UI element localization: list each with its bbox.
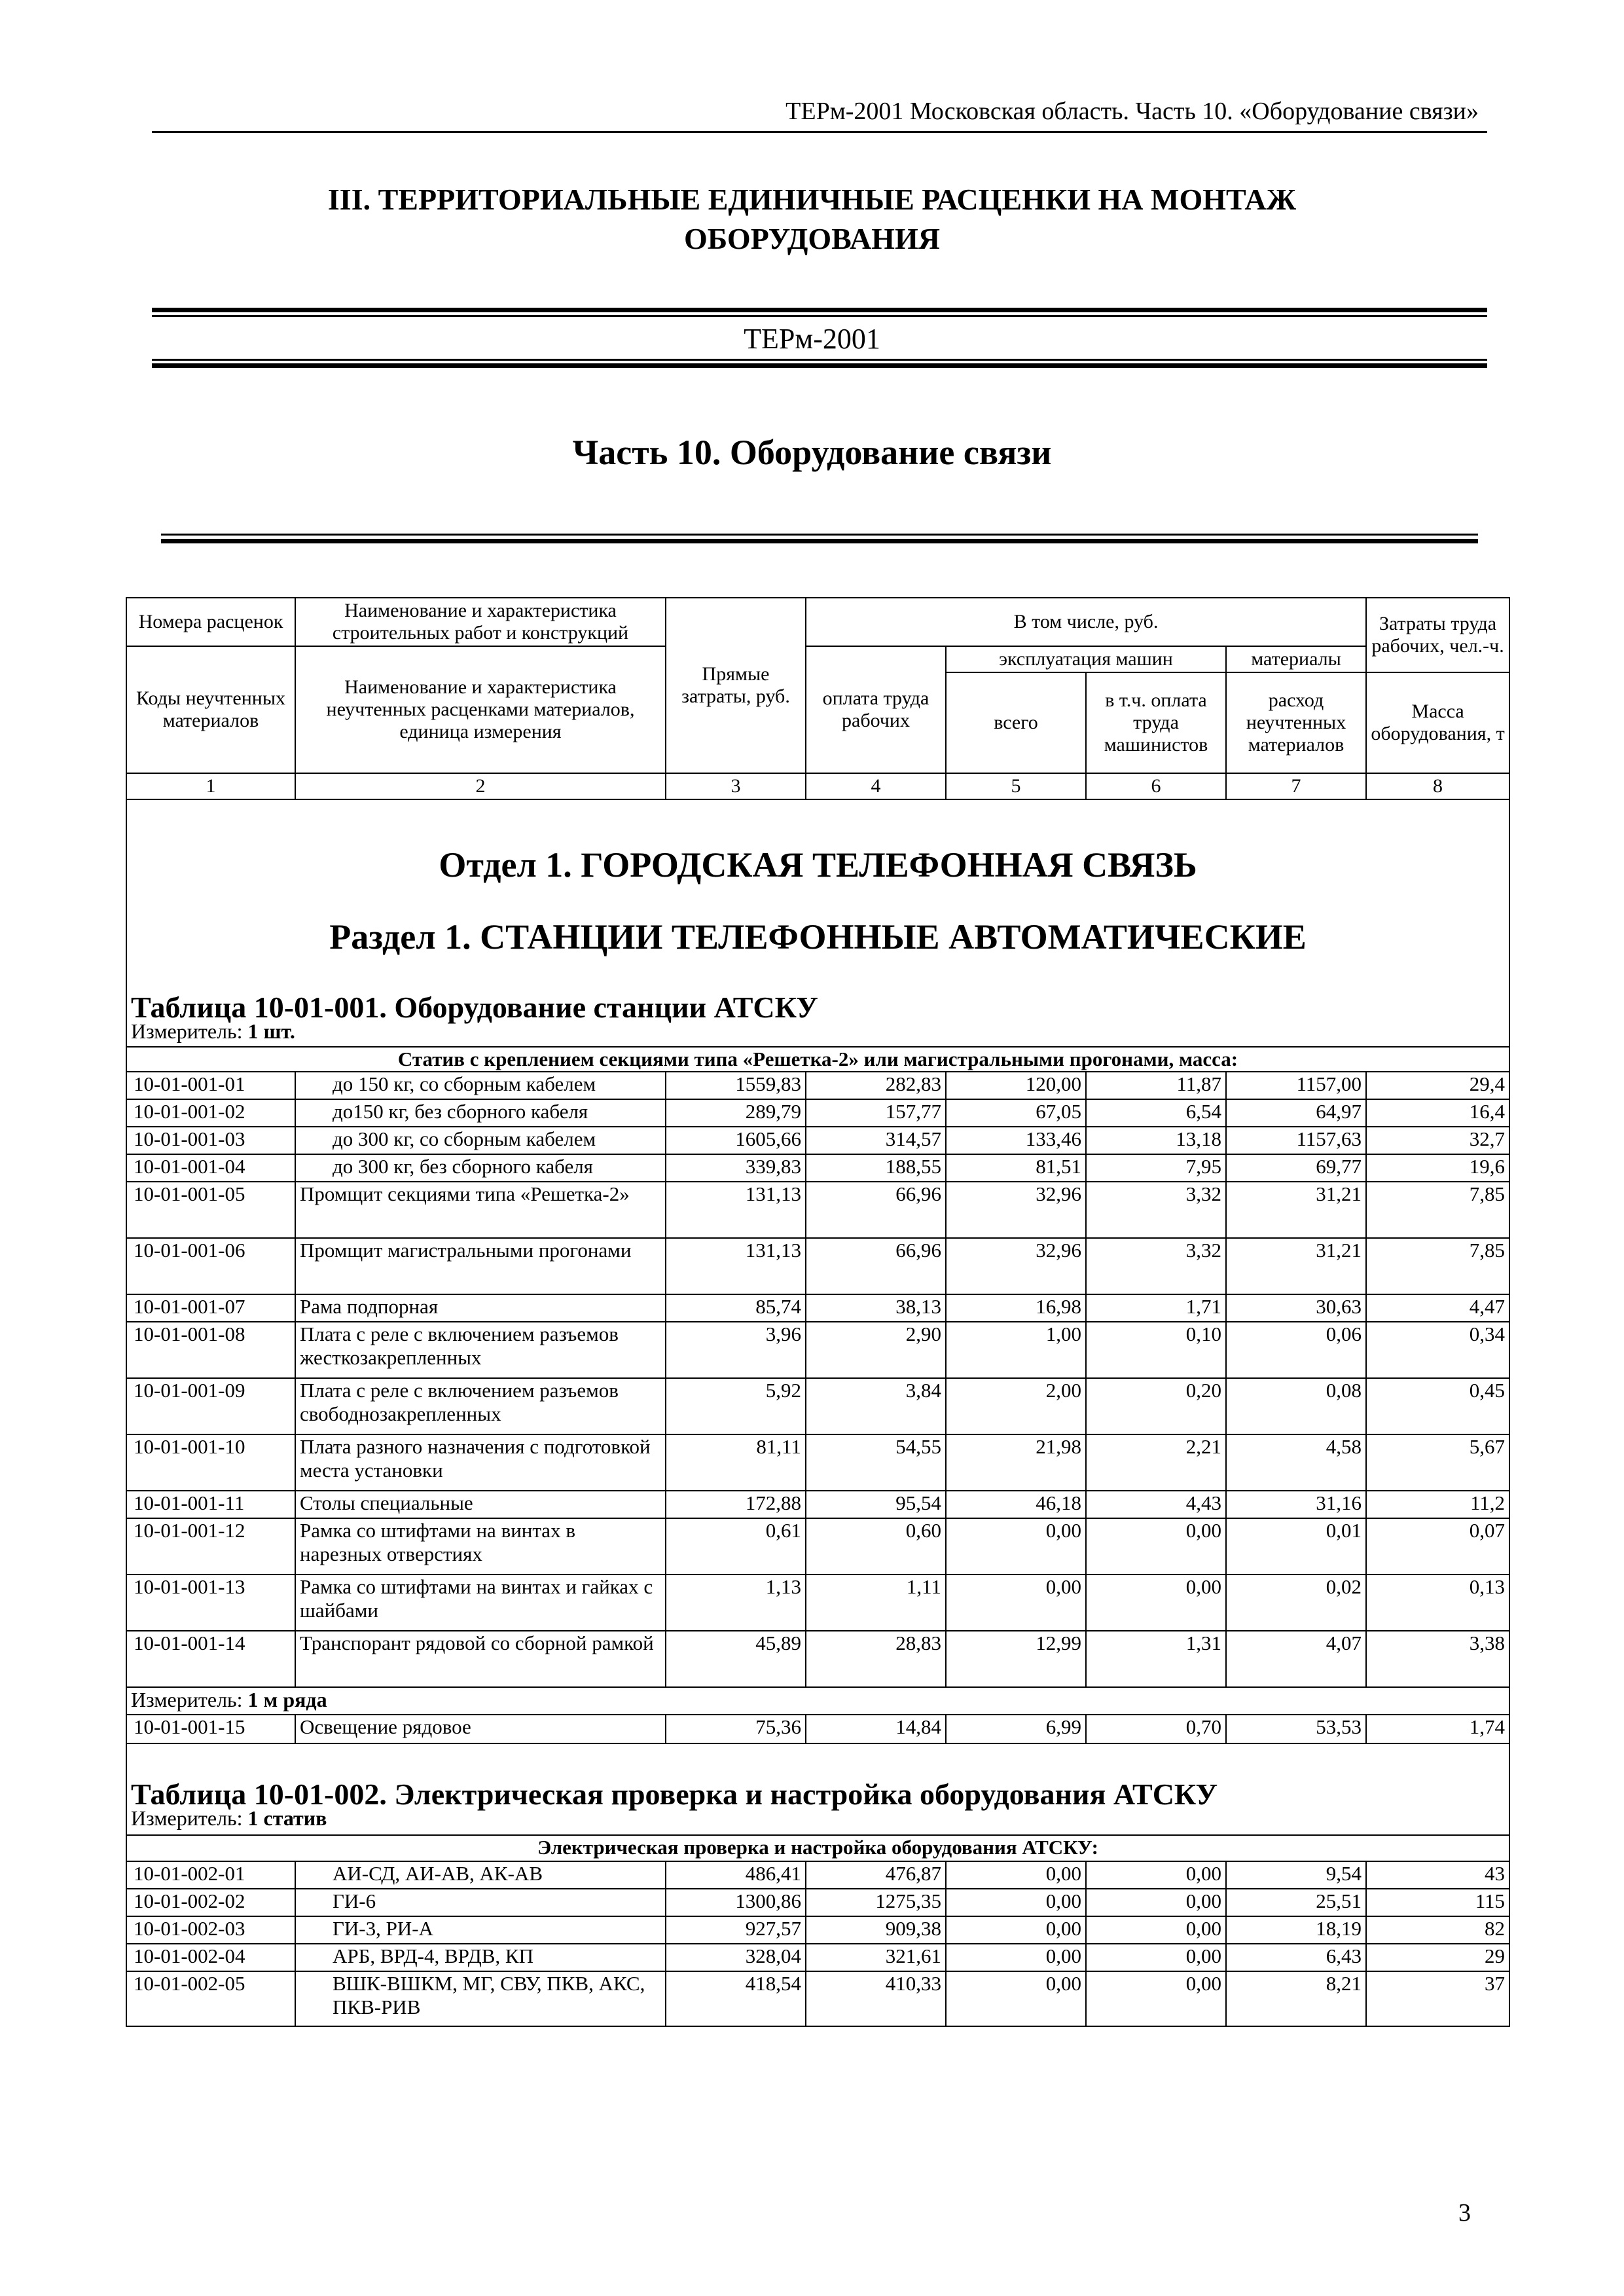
materials-cost: 1157,00 xyxy=(1226,1072,1366,1099)
table-row xyxy=(126,1971,1509,2026)
rate-code: 10-01-002-03 xyxy=(126,1916,295,1944)
part-title: Часть 10. Оборудование связи xyxy=(572,433,1052,472)
table1-group: Статив с креплением секциями типа «Решетка-2» или магистральными прогонами, масса: xyxy=(126,1047,1509,1072)
operator-pay: 4,43 xyxy=(1086,1491,1226,1518)
rate-name: Промщит секциями типа «Решетка-2» xyxy=(295,1182,666,1238)
rate-name: до 150 кг, со сборным кабелем xyxy=(295,1072,666,1099)
labor-or-mass: 115 xyxy=(1366,1889,1509,1916)
operator-pay: 0,20 xyxy=(1086,1378,1226,1434)
worker-pay: 909,38 xyxy=(806,1916,946,1944)
worker-pay: 410,33 xyxy=(806,1971,946,2026)
rate-name: Транспорант рядовой со сборной рамкой xyxy=(295,1631,666,1687)
direct-cost: 172,88 xyxy=(666,1491,806,1518)
operator-pay: 1,31 xyxy=(1086,1631,1226,1687)
measure-unit: 1 шт. xyxy=(247,1019,295,1043)
materials-cost: 25,51 xyxy=(1226,1889,1366,1916)
worker-pay: 321,61 xyxy=(806,1944,946,1971)
machines-total: 120,00 xyxy=(946,1072,1086,1099)
measure-label: Измеритель: xyxy=(131,1806,248,1830)
direct-cost: 85,74 xyxy=(666,1294,806,1322)
direct-cost: 328,04 xyxy=(666,1944,806,1971)
materials-cost: 4,58 xyxy=(1226,1434,1366,1491)
rate-code: 10-01-001-15 xyxy=(126,1715,295,1743)
direct-cost: 1,13 xyxy=(666,1575,806,1631)
col-num: 6 xyxy=(1086,773,1226,799)
labor-or-mass: 43 xyxy=(1366,1861,1509,1889)
table-row xyxy=(126,1154,1509,1182)
operator-pay: 0,00 xyxy=(1086,1861,1226,1889)
table-row xyxy=(126,1072,1509,1099)
worker-pay: 1275,35 xyxy=(806,1889,946,1916)
labor-or-mass: 29,4 xyxy=(1366,1072,1509,1099)
rate-name: Плата с реле с включением разъемов жесткозакрепленных xyxy=(295,1322,666,1378)
rate-name: Столы специальные xyxy=(295,1491,666,1518)
operator-pay: 0,10 xyxy=(1086,1322,1226,1378)
materials-cost: 0,08 xyxy=(1226,1378,1366,1434)
direct-cost: 75,36 xyxy=(666,1715,806,1743)
col-num: 5 xyxy=(946,773,1086,799)
worker-pay: 1,11 xyxy=(806,1575,946,1631)
table-row xyxy=(126,1889,1509,1916)
rate-name: АИ-СД, АИ-АВ, АК-АВ xyxy=(295,1861,666,1889)
col-num: 3 xyxy=(666,773,806,799)
worker-pay: 38,13 xyxy=(806,1294,946,1322)
operator-pay: 1,71 xyxy=(1086,1294,1226,1322)
col-num: 2 xyxy=(295,773,666,799)
rate-code: 10-01-001-06 xyxy=(126,1238,295,1294)
worker-pay: 314,57 xyxy=(806,1127,946,1154)
rate-code: 10-01-001-03 xyxy=(126,1127,295,1154)
operator-pay: 3,32 xyxy=(1086,1238,1226,1294)
machines-total: 12,99 xyxy=(946,1631,1086,1687)
table-row xyxy=(126,1322,1509,1378)
machines-total: 81,51 xyxy=(946,1154,1086,1182)
operator-pay: 11,87 xyxy=(1086,1072,1226,1099)
machines-total: 67,05 xyxy=(946,1099,1086,1127)
direct-cost: 131,13 xyxy=(666,1238,806,1294)
main-title xyxy=(0,180,1624,259)
table-row xyxy=(126,1715,1509,1743)
materials-cost: 31,21 xyxy=(1226,1182,1366,1238)
worker-pay: 157,77 xyxy=(806,1099,946,1127)
rate-code: 10-01-001-10 xyxy=(126,1434,295,1491)
part-rule-thin xyxy=(161,534,1478,536)
labor-or-mass: 29 xyxy=(1366,1944,1509,1971)
labor-or-mass: 0,45 xyxy=(1366,1378,1509,1434)
machines-total: 0,00 xyxy=(946,1916,1086,1944)
worker-pay: 54,55 xyxy=(806,1434,946,1491)
table-row xyxy=(126,1631,1509,1687)
operator-pay: 2,21 xyxy=(1086,1434,1226,1491)
rate-code: 10-01-001-12 xyxy=(126,1518,295,1575)
machines-total: 0,00 xyxy=(946,1971,1086,2026)
operator-pay: 3,32 xyxy=(1086,1182,1226,1238)
rate-code: 10-01-001-09 xyxy=(126,1378,295,1434)
rate-name: Промщит магистральными прогонами xyxy=(295,1238,666,1294)
rate-code: 10-01-001-13 xyxy=(126,1575,295,1631)
measure-label: Измеритель: xyxy=(131,1688,248,1711)
table1-title: Таблица 10-01-001. Оборудование станции АТСКУ xyxy=(126,949,1509,1019)
machines-total: 0,00 xyxy=(946,1889,1086,1916)
measure-label: Измеритель: xyxy=(131,1019,243,1043)
table-row xyxy=(126,1182,1509,1238)
rate-name: ГИ-3, РИ-А xyxy=(295,1916,666,1944)
header-material-codes: Коды неучтенных материалов xyxy=(126,646,295,773)
table-row xyxy=(126,1434,1509,1491)
page-number: 3 xyxy=(1458,2199,1471,2227)
materials-cost: 31,21 xyxy=(1226,1238,1366,1294)
rate-name: АРБ, ВРД-4, ВРДВ, КП xyxy=(295,1944,666,1971)
header-work-name: Наименование и характеристика строительных работ и конструкций xyxy=(295,598,666,646)
header-worker-pay: оплата труда рабочих xyxy=(806,646,946,773)
header-including: В том числе, руб. xyxy=(806,598,1366,646)
rate-code: 10-01-002-02 xyxy=(126,1889,295,1916)
rate-code: 10-01-001-11 xyxy=(126,1491,295,1518)
labor-or-mass: 37 xyxy=(1366,1971,1509,2026)
labor-or-mass: 32,7 xyxy=(1366,1127,1509,1154)
materials-cost: 31,16 xyxy=(1226,1491,1366,1518)
main-title-line-2: ОБОРУДОВАНИЯ xyxy=(684,222,940,255)
operator-pay: 0,00 xyxy=(1086,1889,1226,1916)
operator-pay: 0,00 xyxy=(1086,1575,1226,1631)
header-machines-total: всего xyxy=(946,672,1086,773)
direct-cost: 131,13 xyxy=(666,1182,806,1238)
operator-pay: 7,95 xyxy=(1086,1154,1226,1182)
table2-title-row xyxy=(126,1743,1509,1806)
labor-or-mass: 5,67 xyxy=(1366,1434,1509,1491)
rates-table xyxy=(126,597,1510,2027)
machines-total: 0,00 xyxy=(946,1861,1086,1889)
rate-code: 10-01-002-05 xyxy=(126,1971,295,2026)
header-equipment-mass: Масса оборудования, т xyxy=(1366,672,1509,773)
header-rule xyxy=(152,131,1487,133)
machines-total: 0,00 xyxy=(946,1944,1086,1971)
table1-measure2-row xyxy=(126,1687,1509,1715)
rate-code: 10-01-002-01 xyxy=(126,1861,295,1889)
series-rule-top xyxy=(152,359,1487,361)
rate-code: 10-01-001-02 xyxy=(126,1099,295,1127)
rate-code: 10-01-001-01 xyxy=(126,1072,295,1099)
worker-pay: 0,60 xyxy=(806,1518,946,1575)
worker-pay: 3,84 xyxy=(806,1378,946,1434)
operator-pay: 0,00 xyxy=(1086,1944,1226,1971)
rate-code: 10-01-001-14 xyxy=(126,1631,295,1687)
rate-name: Рамка со штифтами на винтах и гайках с шайбами xyxy=(295,1575,666,1631)
table2-group: Электрическая проверка и настройка оборудования АТСКУ: xyxy=(126,1835,1509,1861)
rate-name: ГИ-6 xyxy=(295,1889,666,1916)
part-rule-thick xyxy=(161,539,1478,543)
materials-cost: 0,02 xyxy=(1226,1575,1366,1631)
machines-total: 1,00 xyxy=(946,1322,1086,1378)
machines-total: 32,96 xyxy=(946,1182,1086,1238)
direct-cost: 486,41 xyxy=(666,1861,806,1889)
table-row xyxy=(126,1378,1509,1434)
header-labor-costs: Затраты труда рабочих, чел.-ч. xyxy=(1366,598,1509,672)
rate-name: Рама подпорная xyxy=(295,1294,666,1322)
labor-or-mass: 0,13 xyxy=(1366,1575,1509,1631)
double-rule-top xyxy=(152,308,1487,312)
labor-or-mass: 7,85 xyxy=(1366,1238,1509,1294)
table2-title: Таблица 10-01-002. Электрическая проверка и настройка оборудования АТСКУ xyxy=(126,1743,1509,1806)
machines-total: 6,99 xyxy=(946,1715,1086,1743)
worker-pay: 282,83 xyxy=(806,1072,946,1099)
materials-cost: 6,43 xyxy=(1226,1944,1366,1971)
rate-code: 10-01-001-08 xyxy=(126,1322,295,1378)
operator-pay: 0,00 xyxy=(1086,1518,1226,1575)
worker-pay: 2,90 xyxy=(806,1322,946,1378)
table-row xyxy=(126,1861,1509,1889)
machines-total: 2,00 xyxy=(946,1378,1086,1434)
rate-name: Рамка со штифтами на винтах в нарезных отверстиях xyxy=(295,1518,666,1575)
table-row xyxy=(126,1099,1509,1127)
machines-total: 133,46 xyxy=(946,1127,1086,1154)
labor-or-mass: 11,2 xyxy=(1366,1491,1509,1518)
series-rule-bottom xyxy=(152,363,1487,368)
worker-pay: 28,83 xyxy=(806,1631,946,1687)
header-machines: эксплуатация машин xyxy=(946,646,1226,672)
materials-cost: 53,53 xyxy=(1226,1715,1366,1743)
materials-cost: 1157,63 xyxy=(1226,1127,1366,1154)
table-row xyxy=(126,1518,1509,1575)
rate-code: 10-01-002-04 xyxy=(126,1944,295,1971)
worker-pay: 95,54 xyxy=(806,1491,946,1518)
direct-cost: 0,61 xyxy=(666,1518,806,1575)
direct-cost: 289,79 xyxy=(666,1099,806,1127)
rate-code: 10-01-001-05 xyxy=(126,1182,295,1238)
labor-or-mass: 1,74 xyxy=(1366,1715,1509,1743)
operator-pay: 6,54 xyxy=(1086,1099,1226,1127)
materials-cost: 9,54 xyxy=(1226,1861,1366,1889)
labor-or-mass: 16,4 xyxy=(1366,1099,1509,1127)
direct-cost: 45,89 xyxy=(666,1631,806,1687)
table-row xyxy=(126,1944,1509,1971)
materials-cost: 8,21 xyxy=(1226,1971,1366,2026)
rate-name: ВШК-ВШКМ, МГ, СВУ, ПКВ, АКС, ПКВ-РИВ xyxy=(295,1971,666,2026)
table-row xyxy=(126,1294,1509,1322)
materials-cost: 0,01 xyxy=(1226,1518,1366,1575)
rate-code: 10-01-001-04 xyxy=(126,1154,295,1182)
operator-pay: 0,00 xyxy=(1086,1916,1226,1944)
materials-cost: 64,97 xyxy=(1226,1099,1366,1127)
main-title-line-1: III. ТЕРРИТОРИАЛЬНЫЕ ЕДИНИЧНЫЕ РАСЦЕНКИ НА МОНТАЖ xyxy=(327,183,1297,216)
header-material-name: Наименование и характеристика неучтенных расценками материалов, единица измерения xyxy=(295,646,666,773)
col-num: 1 xyxy=(126,773,295,799)
table-row xyxy=(126,1916,1509,1944)
machines-total: 46,18 xyxy=(946,1491,1086,1518)
operator-pay: 0,00 xyxy=(1086,1971,1226,2026)
direct-cost: 3,96 xyxy=(666,1322,806,1378)
table1-measure2-content xyxy=(131,1688,327,1711)
worker-pay: 476,87 xyxy=(806,1861,946,1889)
rate-name: Плата разного назначения с подготовкой места установки xyxy=(295,1434,666,1491)
rate-name: Плата с реле с включением разъемов свободнозакрепленных xyxy=(295,1378,666,1434)
header-operator-pay: в т.ч. оплата труда машинистов xyxy=(1086,672,1226,773)
machines-total: 0,00 xyxy=(946,1575,1086,1631)
direct-cost: 81,11 xyxy=(666,1434,806,1491)
rate-name: до 300 кг, со сборным кабелем xyxy=(295,1127,666,1154)
operator-pay: 0,70 xyxy=(1086,1715,1226,1743)
labor-or-mass: 19,6 xyxy=(1366,1154,1509,1182)
rate-name: до150 кг, без сборного кабеля xyxy=(295,1099,666,1127)
rate-name: Освещение рядовое xyxy=(295,1715,666,1743)
measure-unit: 1 статив xyxy=(247,1806,327,1830)
worker-pay: 188,55 xyxy=(806,1154,946,1182)
table-row xyxy=(126,1491,1509,1518)
labor-or-mass: 3,38 xyxy=(1366,1631,1509,1687)
table-row xyxy=(126,1127,1509,1154)
table-header xyxy=(126,598,1509,799)
materials-cost: 30,63 xyxy=(1226,1294,1366,1322)
worker-pay: 66,96 xyxy=(806,1238,946,1294)
table-row xyxy=(126,1238,1509,1294)
measure-unit: 1 м ряда xyxy=(247,1688,327,1711)
direct-cost: 339,83 xyxy=(666,1154,806,1182)
labor-or-mass: 0,34 xyxy=(1366,1322,1509,1378)
table-row xyxy=(126,1575,1509,1631)
otdel-title: Отдел 1. ГОРОДСКАЯ ТЕЛЕФОННАЯ СВЯЗЬ xyxy=(126,799,1509,877)
table1-measure2 xyxy=(126,1687,1509,1715)
direct-cost: 418,54 xyxy=(666,1971,806,2026)
direct-cost: 927,57 xyxy=(666,1916,806,1944)
operator-pay: 13,18 xyxy=(1086,1127,1226,1154)
direct-cost: 1559,83 xyxy=(666,1072,806,1099)
col-num: 8 xyxy=(1366,773,1509,799)
rate-code: 10-01-001-07 xyxy=(126,1294,295,1322)
header-material-consumption: расход неучтенных материалов xyxy=(1226,672,1366,773)
worker-pay: 66,96 xyxy=(806,1182,946,1238)
materials-cost: 69,77 xyxy=(1226,1154,1366,1182)
labor-or-mass: 0,07 xyxy=(1366,1518,1509,1575)
labor-or-mass: 4,47 xyxy=(1366,1294,1509,1322)
header-materials: материалы xyxy=(1226,646,1366,672)
direct-cost: 1300,86 xyxy=(666,1889,806,1916)
running-header: ТЕРм-2001 Московская область. Часть 10. «Оборудование связи» xyxy=(785,98,1479,125)
table2-group-row xyxy=(126,1835,1509,1861)
machines-total: 16,98 xyxy=(946,1294,1086,1322)
worker-pay: 14,84 xyxy=(806,1715,946,1743)
razdel-title: Раздел 1. СТАНЦИИ ТЕЛЕФОННЫЕ АВТОМАТИЧЕСКИЕ xyxy=(126,877,1509,949)
rate-name: до 300 кг, без сборного кабеля xyxy=(295,1154,666,1182)
header-rate-numbers: Номера расценок xyxy=(126,598,295,646)
machines-total: 0,00 xyxy=(946,1518,1086,1575)
col-num: 4 xyxy=(806,773,946,799)
table-body xyxy=(126,799,1509,2026)
materials-cost: 18,19 xyxy=(1226,1916,1366,1944)
direct-cost: 5,92 xyxy=(666,1378,806,1434)
double-rule-top-thin xyxy=(152,315,1487,317)
labor-or-mass: 82 xyxy=(1366,1916,1509,1944)
machines-total: 32,96 xyxy=(946,1238,1086,1294)
direct-cost: 1605,66 xyxy=(666,1127,806,1154)
machines-total: 21,98 xyxy=(946,1434,1086,1491)
labor-or-mass: 7,85 xyxy=(1366,1182,1509,1238)
materials-cost: 4,07 xyxy=(1226,1631,1366,1687)
table2-measure-content xyxy=(131,1806,327,1830)
materials-cost: 0,06 xyxy=(1226,1322,1366,1378)
header-direct-costs: Прямые затраты, руб. xyxy=(666,598,806,773)
series-label: ТЕРм-2001 xyxy=(744,323,880,355)
col-num: 7 xyxy=(1226,773,1366,799)
